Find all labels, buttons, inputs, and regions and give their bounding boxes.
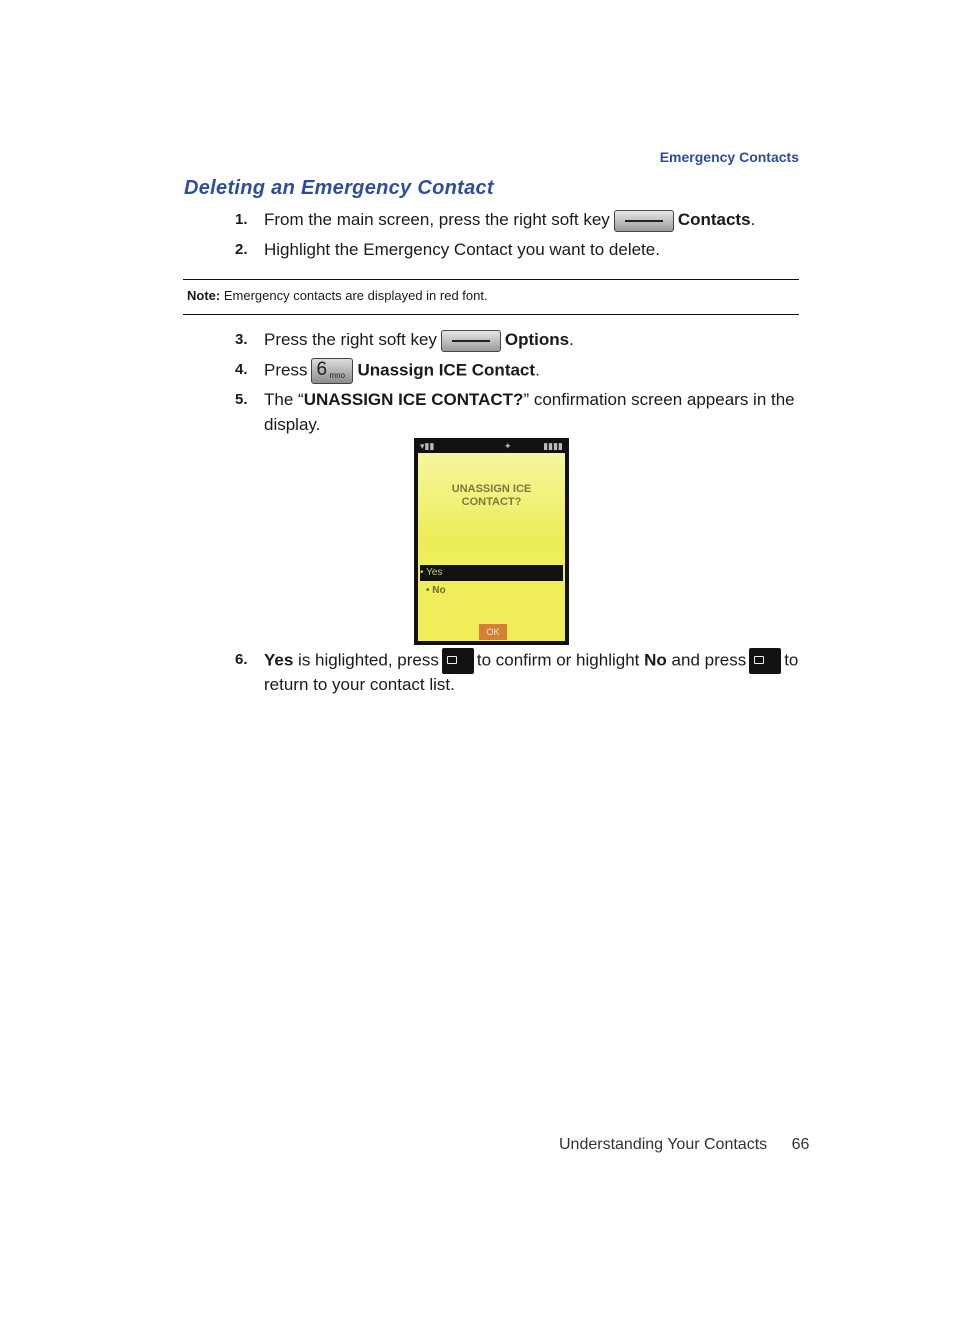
step-text: and press [671,650,747,670]
step-bold: Unassign ICE Contact [357,360,536,380]
option-yes[interactable]: • Yes [420,565,563,581]
phone-status-bar [418,441,565,453]
note [187,288,488,303]
right-soft-key-icon [441,330,501,352]
step-punct: . [535,360,540,380]
step-number: 3. [235,331,248,348]
step-text-line2: return to your contact list. [264,675,455,694]
step-punct: . [569,330,574,349]
page-number: 66 [791,1136,810,1153]
step-text: Press [264,360,308,380]
ok-softkey[interactable]: OK [479,624,507,640]
step-text: to confirm or highlight [476,650,640,670]
step-text: Press the right soft key [264,330,437,349]
signal-icon: ▾▮▮ [420,441,435,451]
step-punct: . [750,210,756,229]
section-title: Deleting an Emergency Contact [184,177,494,199]
phone-screenshot [414,438,569,645]
note-text: Emergency contacts are displayed in red font. [223,288,488,303]
step-text: The “ [264,390,304,409]
step-bold: UNASSIGN ICE CONTACT? [303,390,524,409]
running-header: Emergency Contacts [659,149,799,165]
page-footer [559,1136,809,1154]
phone-display [418,453,565,641]
ok-key-icon [749,648,781,674]
step-text: From the main screen, press the right soft key [264,210,610,229]
option-no[interactable]: • No [426,585,446,596]
note-top-rule [183,279,799,280]
confirm-line-1: UNASSIGN ICE [451,483,532,495]
key-6-icon [311,358,353,384]
step-number: 5. [235,391,248,408]
step-bold: No [644,650,667,670]
step-bold: Contacts [677,210,751,229]
step-number: 4. [235,361,248,378]
step-number: 2. [235,241,248,258]
key-digit: 6 [316,359,328,380]
ok-key-icon [442,648,474,674]
step-number: 1. [235,211,248,228]
right-soft-key-icon [614,210,674,232]
step-text: Highlight the Emergency Contact you want to delete. [264,240,660,259]
step-number: 6. [235,651,248,668]
key-letters: mno [329,371,346,380]
step-text: to [784,650,799,670]
confirm-message [418,483,565,509]
gps-icon: ✦ [504,441,512,451]
step-text-line2: display. [264,415,321,434]
step-bold: Options [504,330,570,349]
battery-icon: ▮▮▮▮ [543,441,563,451]
step-text-cont: ” confirmation screen appears in the [523,390,795,409]
note-label: Note: [187,288,221,303]
step-bold: Yes [264,650,294,670]
step-text: is higlighted, press [298,650,439,670]
footer-chapter: Understanding Your Contacts [559,1136,768,1153]
note-bottom-rule [183,314,799,315]
confirm-line-2: CONTACT? [461,496,522,508]
